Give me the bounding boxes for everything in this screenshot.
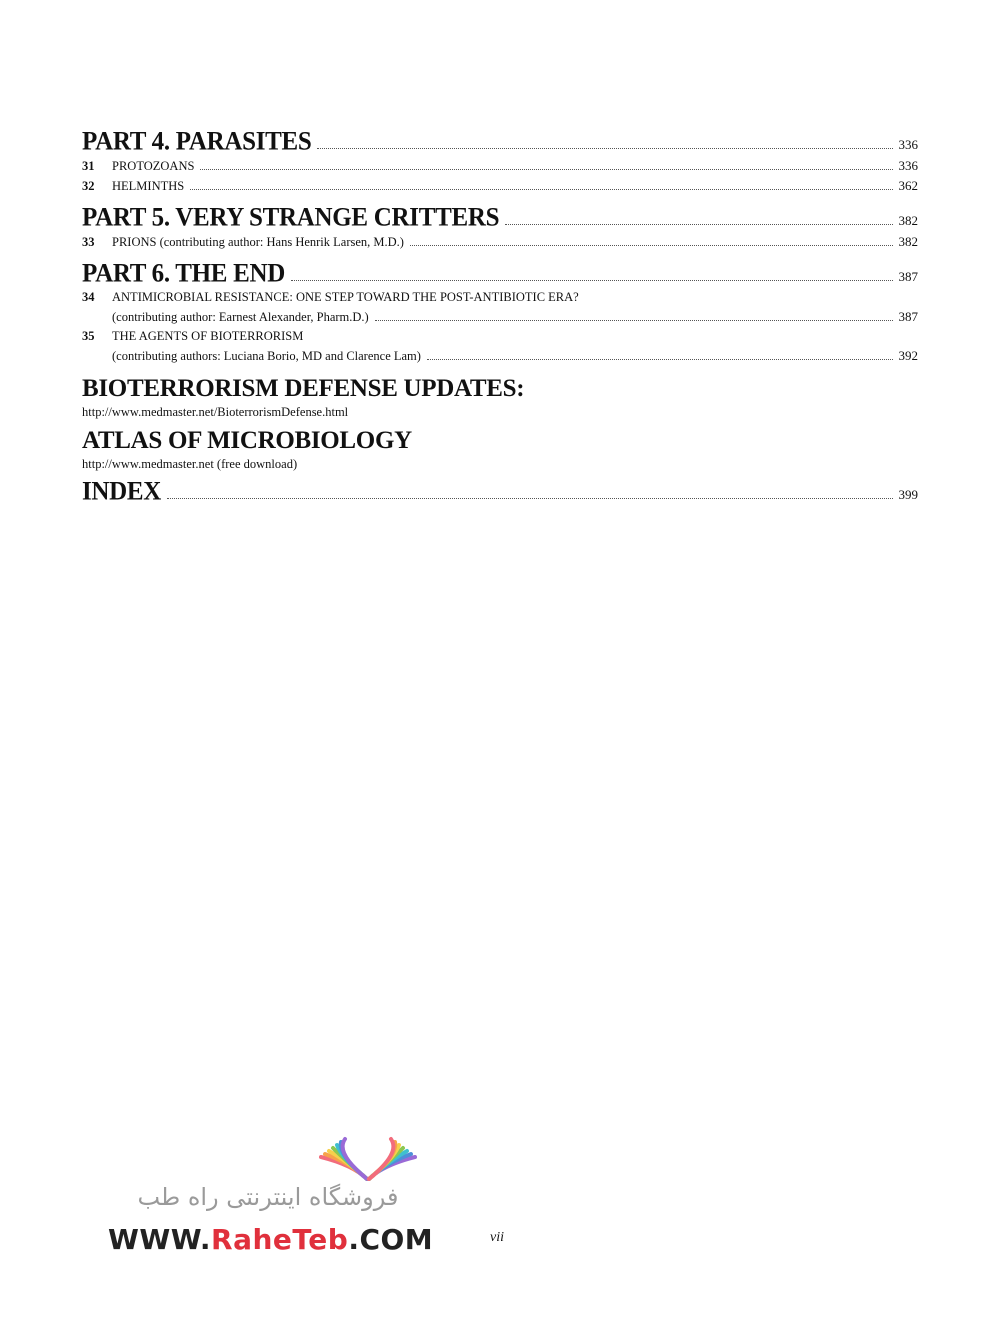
page-number: 382 — [898, 213, 918, 228]
chapter-title: PROTOZOANS — [112, 159, 195, 173]
bioterrorism-link[interactable]: http://www.medmaster.net/BioterrorismDefense.html — [82, 405, 349, 419]
atlas-link[interactable]: http://www.medmaster.net (free download) — [82, 457, 298, 471]
chapter-entry[interactable] — [82, 176, 918, 196]
watermark-suffix: .COM — [348, 1223, 434, 1256]
watermark-prefix: WWW. — [108, 1223, 212, 1256]
dot-leader — [200, 169, 892, 170]
chapter-title: THE AGENTS OF BIOTERRORISM — [112, 329, 304, 343]
chapter-entry-continued[interactable] — [82, 307, 918, 327]
table-of-contents — [82, 128, 918, 506]
part-title: PART 4. PARASITES — [82, 127, 312, 156]
part-heading[interactable] — [82, 204, 918, 232]
watermark-brand: RaheTeb — [211, 1223, 349, 1256]
chapter-number: 31 — [82, 159, 95, 173]
chapter-number: 33 — [82, 235, 95, 249]
page-number: 382 — [898, 234, 918, 249]
part-title: PART 5. VERY STRANGE CRITTERS — [82, 203, 500, 232]
dot-leader — [505, 224, 892, 225]
chapter-number: 32 — [82, 179, 95, 193]
chapter-entry[interactable] — [82, 232, 918, 252]
dot-leader — [375, 320, 893, 321]
chapter-entry[interactable] — [82, 288, 918, 307]
atlas-heading: ATLAS OF MICROBIOLOGY — [82, 427, 412, 454]
page-number: 392 — [898, 348, 918, 363]
chapter-number: 35 — [82, 329, 95, 343]
page-number: 362 — [898, 178, 918, 193]
folio-page-number: vii — [490, 1230, 504, 1245]
index-title: INDEX — [82, 477, 162, 506]
part-heading[interactable] — [82, 260, 918, 288]
dot-leader — [317, 148, 892, 149]
index-heading[interactable] — [82, 478, 918, 506]
chapter-entry[interactable] — [82, 327, 918, 346]
part-title: PART 6. THE END — [82, 259, 285, 288]
fan-page-right — [369, 1139, 393, 1179]
chapter-title: ANTIMICROBIAL RESISTANCE: ONE STEP TOWARD THE POST-ANTIBIOTIC ERA? — [112, 290, 579, 304]
chapter-subtitle: (contributing authors: Luciana Borio, MD and Clarence Lam) — [112, 349, 421, 363]
dot-leader — [190, 189, 892, 190]
part-heading[interactable] — [82, 128, 918, 156]
raheteb-watermark — [108, 1135, 434, 1260]
chapter-title: PRIONS (contributing author: Hans Henrik Larsen, M.D.) — [112, 235, 404, 249]
chapter-number: 34 — [82, 290, 95, 304]
page-number: 399 — [898, 487, 918, 502]
dot-leader — [427, 359, 893, 360]
watermark-url — [108, 1223, 433, 1256]
chapter-subtitle: (contributing author: Earnest Alexander, Pharm.D.) — [112, 310, 369, 324]
page-number: 387 — [898, 309, 918, 324]
dot-leader — [291, 280, 893, 281]
chapter-title: HELMINTHS — [112, 179, 185, 193]
chapter-entry-continued[interactable] — [82, 346, 918, 366]
page-number: 387 — [898, 269, 918, 284]
watermark-persian-text: فروشگاه اینترنتی راه طب — [137, 1183, 399, 1211]
dot-leader — [410, 245, 893, 246]
dot-leader — [167, 498, 892, 499]
page-number: 336 — [898, 137, 918, 152]
fan-page-left — [343, 1139, 367, 1179]
page-number: 336 — [898, 158, 918, 173]
chapter-entry[interactable] — [82, 156, 918, 176]
book-fan-logo-icon — [313, 1135, 423, 1181]
bioterrorism-heading: BIOTERRORISM DEFENSE UPDATES: — [82, 375, 525, 402]
